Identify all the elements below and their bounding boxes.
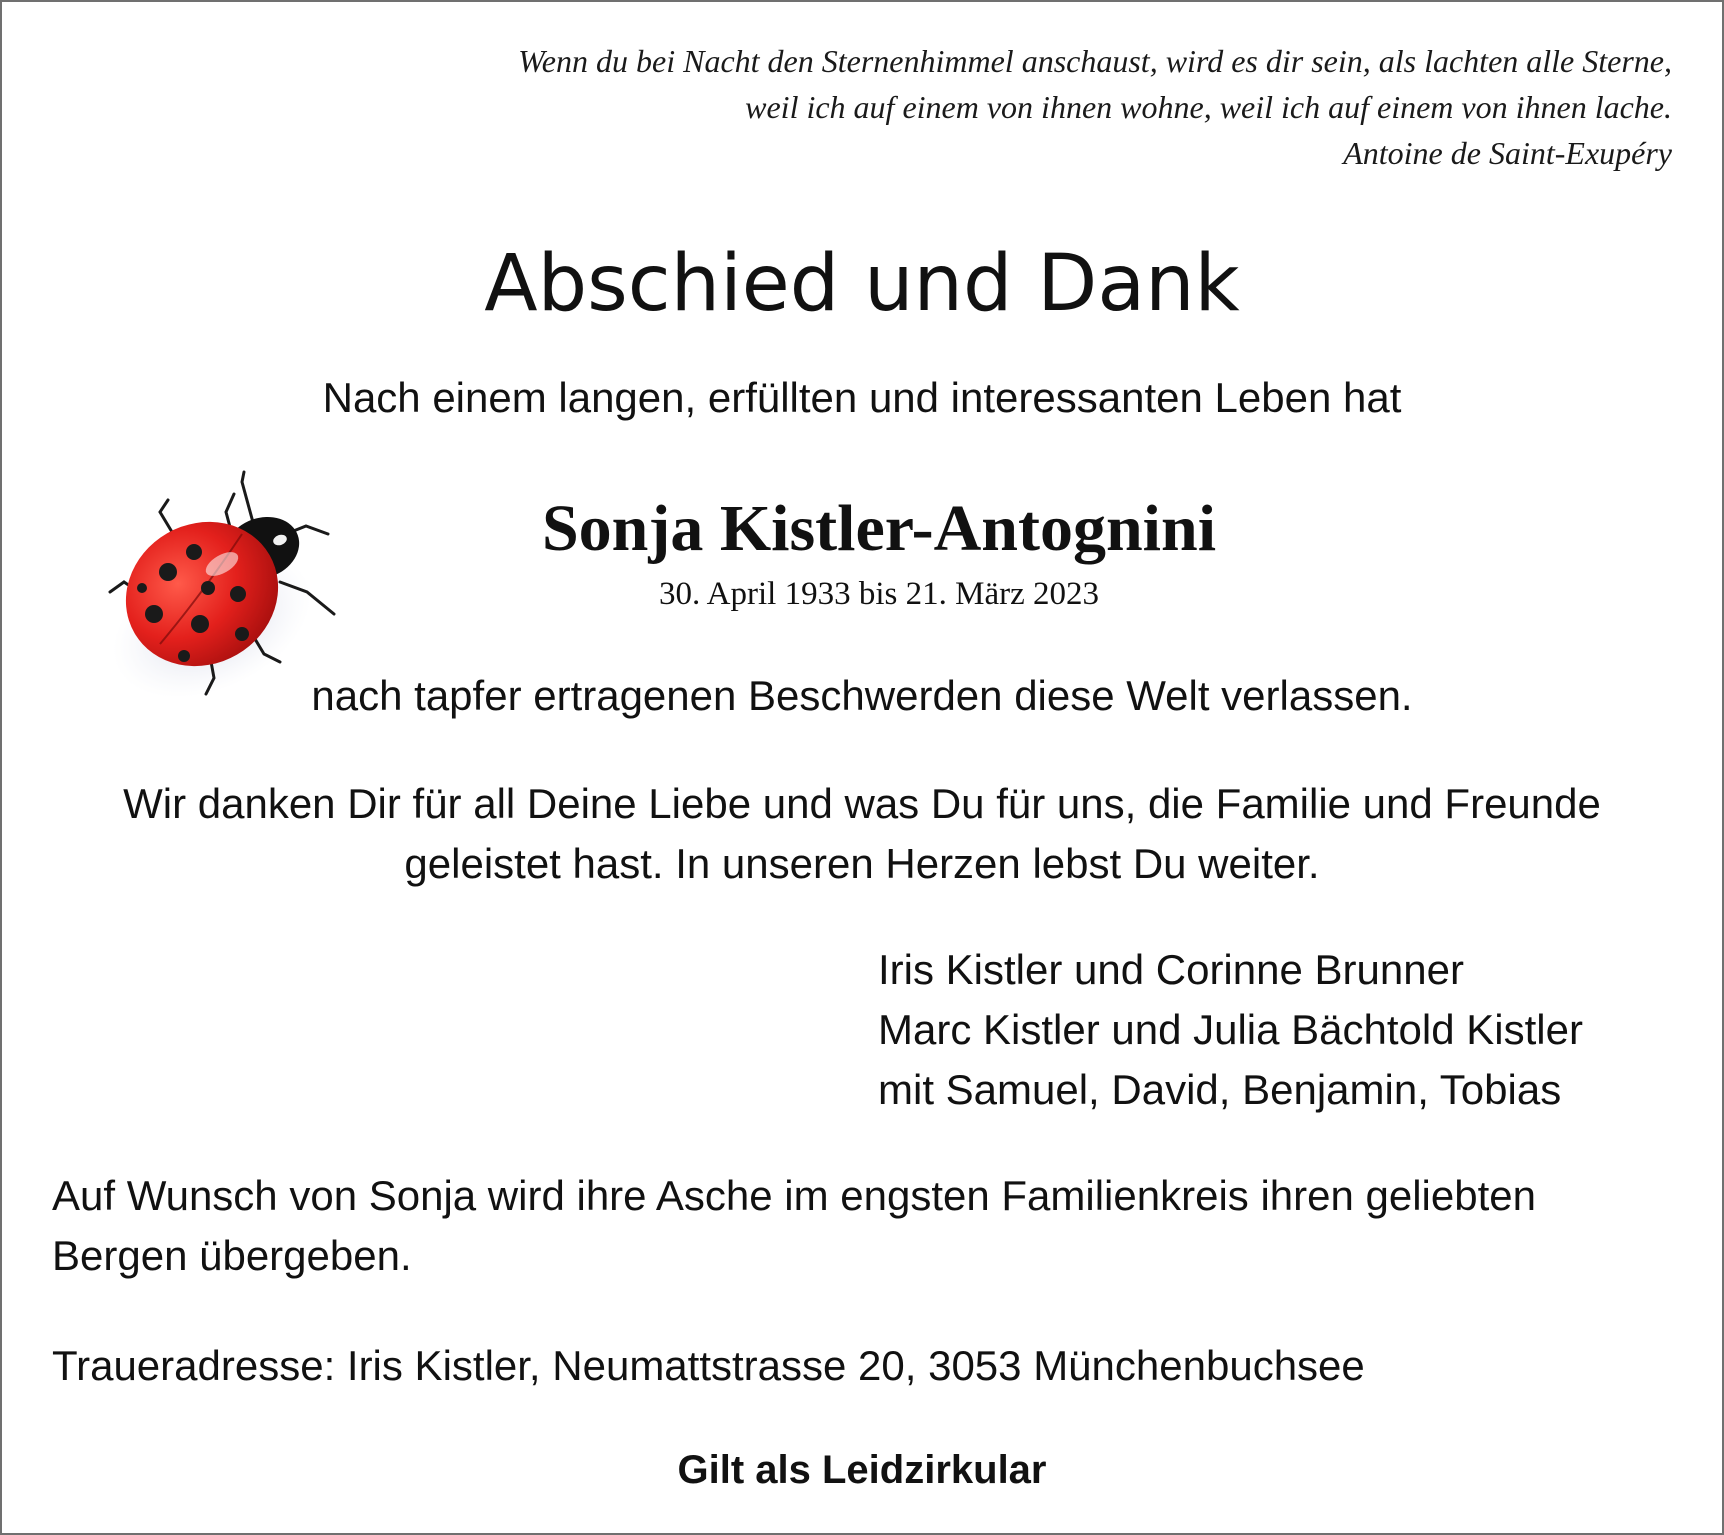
ashes-notice: Auf Wunsch von Sonja wird ihre Asche im engsten Familienkreis ihren geliebten Bergen übergeben. (52, 1172, 1536, 1279)
epigraph-quote (272, 38, 1672, 176)
circular-note: Gilt als Leidzirkular (677, 1448, 1047, 1492)
intro-text: Nach einem langen, erfüllten und interessanten Leben hat (322, 374, 1402, 421)
notice-title: Abschied und Dank (484, 239, 1240, 329)
signer-line: Iris Kistler und Corinne Brunner (878, 946, 1464, 993)
thanks-paragraph (62, 774, 1662, 894)
signer-line: Marc Kistler und Julia Bächtold Kistler (878, 1006, 1583, 1053)
quote-line-2: weil ich auf einem von ihnen wohne, weil ich auf einem von ihnen lache. (745, 89, 1672, 125)
life-dates: 30. April 1933 bis 21. März 2023 (659, 576, 1099, 612)
thanks-line-1: Wir danken Dir für all Deine Liebe und was Du für uns, die Familie und Freunde (123, 780, 1601, 827)
signers-list (878, 940, 1583, 1120)
deceased-name: Sonja Kistler-Antognini (541, 492, 1217, 565)
quote-line-1: Wenn du bei Nacht den Sternenhimmel anschaust, wird es dir sein, als lachten alle Sterne, (518, 43, 1672, 79)
mourning-address: Traueradresse: Iris Kistler, Neumattstrasse 20, 3053 Münchenbuchsee (52, 1342, 1365, 1389)
signer-line: mit Samuel, David, Benjamin, Tobias (878, 1066, 1562, 1113)
passing-text: nach tapfer ertragenen Beschwerden diese Welt verlassen. (311, 672, 1413, 719)
quote-author: Antoine de Saint-Exupéry (1343, 135, 1672, 171)
thanks-line-2: geleistet hast. In unseren Herzen lebst Du weiter. (404, 840, 1320, 887)
